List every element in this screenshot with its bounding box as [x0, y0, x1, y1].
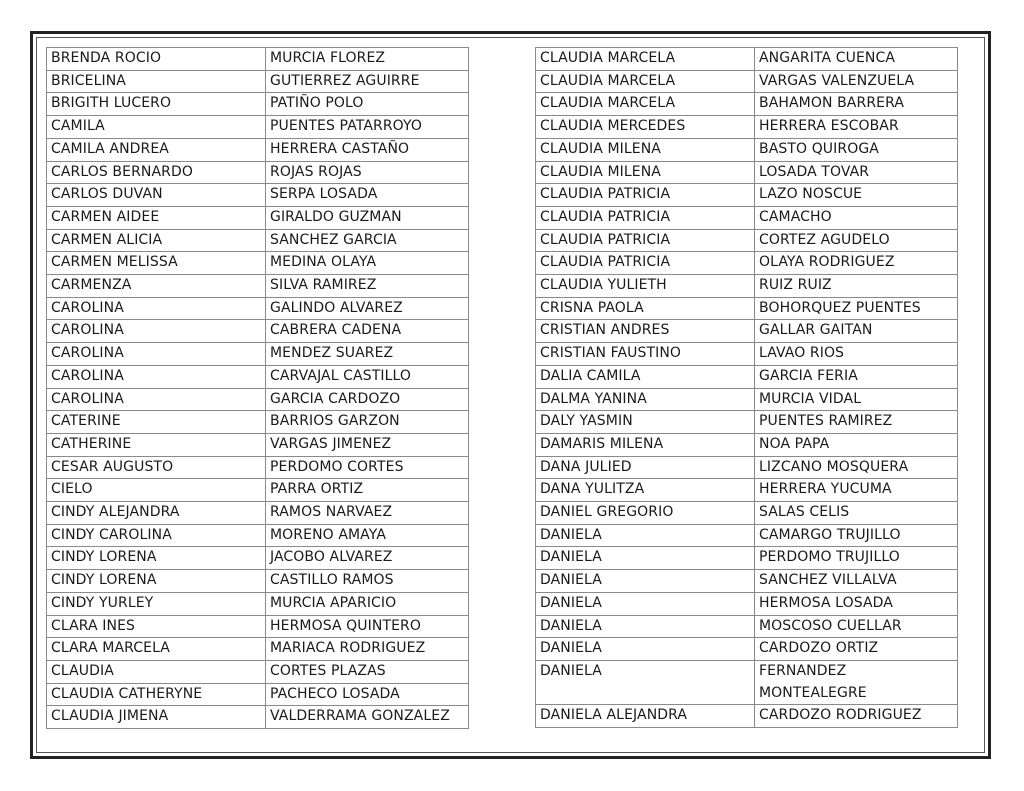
- first-name-cell: CARMEN MELISSA: [47, 252, 266, 275]
- last-name-cell: JACOBO ALVAREZ: [266, 547, 469, 570]
- last-name-cell: NOA PAPA: [755, 433, 958, 456]
- first-name-cell: BRIGITH LUCERO: [47, 93, 266, 116]
- first-name-cell: DANIELA: [536, 524, 755, 547]
- last-name-cell: HERRERA CASTAÑO: [266, 138, 469, 161]
- last-name-cell: GALLAR GAITAN: [755, 320, 958, 343]
- table-row: [536, 570, 958, 593]
- last-name-cell: GARCIA CARDOZO: [266, 388, 469, 411]
- first-name-cell: CARLOS DUVAN: [47, 184, 266, 207]
- table-row: [47, 547, 469, 570]
- first-name-cell: CARMENZA: [47, 275, 266, 298]
- first-name-cell: CLAUDIA YULIETH: [536, 275, 755, 298]
- last-name-cell: GARCIA FERIA: [755, 365, 958, 388]
- last-name-cell: PARRA ORTIZ: [266, 479, 469, 502]
- first-name-cell: CINDY LORENA: [47, 547, 266, 570]
- names-table-right: [535, 47, 958, 728]
- first-name-cell: CAROLINA: [47, 343, 266, 366]
- first-name-cell: DAMARIS MILENA: [536, 433, 755, 456]
- last-name-cell: PERDOMO TRUJILLO: [755, 547, 958, 570]
- first-name-cell: CLAUDIA PATRICIA: [536, 229, 755, 252]
- first-name-cell: CINDY ALEJANDRA: [47, 502, 266, 525]
- table-row: [47, 660, 469, 683]
- table-row: [536, 638, 958, 661]
- last-name-cell: MURCIA APARICIO: [266, 592, 469, 615]
- first-name-cell: DANIELA: [536, 638, 755, 661]
- table-row: [47, 683, 469, 706]
- first-name-cell: CINDY LORENA: [47, 570, 266, 593]
- table-row: [536, 138, 958, 161]
- first-name-cell: CLAUDIA CATHERYNE: [47, 683, 266, 706]
- first-name-cell: CLAUDIA PATRICIA: [536, 184, 755, 207]
- first-name-cell: DANIELA: [536, 592, 755, 615]
- last-name-cell: LIZCANO MOSQUERA: [755, 456, 958, 479]
- last-name-cell: BASTO QUIROGA: [755, 138, 958, 161]
- last-name-cell: BOHORQUEZ PUENTES: [755, 297, 958, 320]
- table-row: [47, 592, 469, 615]
- table-row: [536, 70, 958, 93]
- first-name-cell: CRISTIAN FAUSTINO: [536, 343, 755, 366]
- first-name-cell: DALY YASMIN: [536, 411, 755, 434]
- first-name-cell: DANIELA: [536, 660, 755, 704]
- first-name-cell: DANIELA: [536, 570, 755, 593]
- last-name-cell: LAVAO RIOS: [755, 343, 958, 366]
- table-row: [47, 252, 469, 275]
- table-row: [536, 229, 958, 252]
- table-row: [47, 388, 469, 411]
- first-name-cell: CINDY YURLEY: [47, 592, 266, 615]
- table-row: [47, 570, 469, 593]
- last-name-cell: SERPA LOSADA: [266, 184, 469, 207]
- first-name-cell: CAROLINA: [47, 320, 266, 343]
- table-row: [47, 70, 469, 93]
- table-row: [536, 388, 958, 411]
- table-row: [536, 456, 958, 479]
- table-row: [536, 161, 958, 184]
- last-name-cell: MURCIA FLOREZ: [266, 48, 469, 71]
- table-row: [536, 705, 958, 728]
- table-row: [47, 229, 469, 252]
- table-row: [47, 184, 469, 207]
- last-name-cell: VALDERRAMA GONZALEZ: [266, 706, 469, 729]
- last-name-cell: CARVAJAL CASTILLO: [266, 365, 469, 388]
- last-name-cell: PERDOMO CORTES: [266, 456, 469, 479]
- last-name-cell: HERRERA YUCUMA: [755, 479, 958, 502]
- first-name-cell: DALIA CAMILA: [536, 365, 755, 388]
- first-name-cell: CLAUDIA PATRICIA: [536, 252, 755, 275]
- last-name-cell: CAMACHO: [755, 206, 958, 229]
- first-name-cell: CARMEN ALICIA: [47, 229, 266, 252]
- table-row: [536, 433, 958, 456]
- table-row: [536, 206, 958, 229]
- first-name-cell: CLAUDIA: [47, 660, 266, 683]
- last-name-cell: CARDOZO RODRIGUEZ: [755, 705, 958, 728]
- table-row: [536, 365, 958, 388]
- first-name-cell: CLAUDIA MERCEDES: [536, 116, 755, 139]
- table-row: [47, 433, 469, 456]
- first-name-cell: DANA YULITZA: [536, 479, 755, 502]
- last-name-cell: PUENTES RAMIREZ: [755, 411, 958, 434]
- last-name-cell: RUIZ RUIZ: [755, 275, 958, 298]
- first-name-cell: CINDY CAROLINA: [47, 524, 266, 547]
- table-row: [47, 93, 469, 116]
- table-row: [47, 48, 469, 71]
- first-name-cell: CAMILA ANDREA: [47, 138, 266, 161]
- last-name-cell: MARIACA RODRIGUEZ: [266, 638, 469, 661]
- first-name-cell: CLARA INES: [47, 615, 266, 638]
- last-name-cell: MEDINA OLAYA: [266, 252, 469, 275]
- table-row: [536, 297, 958, 320]
- last-name-cell: MOSCOSO CUELLAR: [755, 615, 958, 638]
- last-name-cell: PATIÑO POLO: [266, 93, 469, 116]
- table-row: [47, 615, 469, 638]
- table-row: [47, 138, 469, 161]
- last-name-cell: GIRALDO GUZMAN: [266, 206, 469, 229]
- table-row: [47, 297, 469, 320]
- table-row: [536, 93, 958, 116]
- table-row: [536, 184, 958, 207]
- last-name-cell: CABRERA CADENA: [266, 320, 469, 343]
- table-row: [47, 411, 469, 434]
- last-name-cell: CORTEZ AGUDELO: [755, 229, 958, 252]
- table-row: [47, 320, 469, 343]
- last-name-cell: SANCHEZ GARCIA: [266, 229, 469, 252]
- first-name-cell: CLARA MARCELA: [47, 638, 266, 661]
- last-name-cell: PUENTES PATARROYO: [266, 116, 469, 139]
- table-row: [536, 524, 958, 547]
- first-name-cell: CATERINE: [47, 411, 266, 434]
- table-row: [47, 206, 469, 229]
- table-row: [536, 592, 958, 615]
- first-name-cell: CATHERINE: [47, 433, 266, 456]
- table-row: [47, 456, 469, 479]
- last-name-cell: ROJAS ROJAS: [266, 161, 469, 184]
- first-name-cell: CLAUDIA MARCELA: [536, 48, 755, 71]
- last-name-cell: HERMOSA LOSADA: [755, 592, 958, 615]
- first-name-cell: DANIELA: [536, 615, 755, 638]
- first-name-cell: DANIEL GREGORIO: [536, 502, 755, 525]
- last-name-cell: VARGAS VALENZUELA: [755, 70, 958, 93]
- first-name-cell: CARLOS BERNARDO: [47, 161, 266, 184]
- first-name-cell: DANIELA ALEJANDRA: [536, 705, 755, 728]
- first-name-cell: DALMA YANINA: [536, 388, 755, 411]
- table-row: [47, 275, 469, 298]
- first-name-cell: CLAUDIA MARCELA: [536, 93, 755, 116]
- table-row: [47, 365, 469, 388]
- table-row: [47, 502, 469, 525]
- last-name-cell: CAMARGO TRUJILLO: [755, 524, 958, 547]
- last-name-cell: HERRERA ESCOBAR: [755, 116, 958, 139]
- first-name-cell: CAROLINA: [47, 365, 266, 388]
- first-name-cell: CIELO: [47, 479, 266, 502]
- first-name-cell: CAROLINA: [47, 297, 266, 320]
- last-name-cell: PACHECO LOSADA: [266, 683, 469, 706]
- first-name-cell: CLAUDIA PATRICIA: [536, 206, 755, 229]
- first-name-cell: CLAUDIA MILENA: [536, 161, 755, 184]
- first-name-cell: CESAR AUGUSTO: [47, 456, 266, 479]
- table-row: [47, 479, 469, 502]
- first-name-cell: CLAUDIA JIMENA: [47, 706, 266, 729]
- table-row: [536, 660, 958, 704]
- last-name-cell: HERMOSA QUINTERO: [266, 615, 469, 638]
- first-name-cell: CAMILA: [47, 116, 266, 139]
- last-name-cell: BAHAMON BARRERA: [755, 93, 958, 116]
- table-row: [536, 48, 958, 71]
- table-row: [47, 161, 469, 184]
- last-name-cell: GUTIERREZ AGUIRRE: [266, 70, 469, 93]
- last-name-cell: CORTES PLAZAS: [266, 660, 469, 683]
- first-name-cell: CARMEN AIDEE: [47, 206, 266, 229]
- first-name-cell: CRISNA PAOLA: [536, 297, 755, 320]
- last-name-cell: SANCHEZ VILLALVA: [755, 570, 958, 593]
- table-row: [536, 252, 958, 275]
- table-row: [536, 275, 958, 298]
- last-name-cell: RAMOS NARVAEZ: [266, 502, 469, 525]
- last-name-cell: BARRIOS GARZON: [266, 411, 469, 434]
- table-row: [536, 502, 958, 525]
- table-row: [47, 638, 469, 661]
- first-name-cell: CAROLINA: [47, 388, 266, 411]
- last-name-cell: MURCIA VIDAL: [755, 388, 958, 411]
- table-row: [536, 411, 958, 434]
- first-name-cell: CLAUDIA MILENA: [536, 138, 755, 161]
- first-name-cell: BRENDA ROCIO: [47, 48, 266, 71]
- last-name-cell: FERNANDEZ MONTEALEGRE: [755, 660, 958, 704]
- table-row: [47, 116, 469, 139]
- last-name-cell: LAZO NOSCUE: [755, 184, 958, 207]
- last-name-cell: ANGARITA CUENCA: [755, 48, 958, 71]
- table-row: [536, 116, 958, 139]
- table-row: [47, 706, 469, 729]
- last-name-cell: VARGAS JIMENEZ: [266, 433, 469, 456]
- table-row: [536, 615, 958, 638]
- last-name-cell: CASTILLO RAMOS: [266, 570, 469, 593]
- last-name-cell: MENDEZ SUAREZ: [266, 343, 469, 366]
- last-name-cell: GALINDO ALVAREZ: [266, 297, 469, 320]
- table-row: [536, 320, 958, 343]
- table-row: [536, 343, 958, 366]
- last-name-cell: MORENO AMAYA: [266, 524, 469, 547]
- first-name-cell: CLAUDIA MARCELA: [536, 70, 755, 93]
- first-name-cell: DANA JULIED: [536, 456, 755, 479]
- table-row: [47, 524, 469, 547]
- last-name-cell: OLAYA RODRIGUEZ: [755, 252, 958, 275]
- names-table-left: [46, 47, 469, 729]
- last-name-cell: SILVA RAMIREZ: [266, 275, 469, 298]
- first-name-cell: CRISTIAN ANDRES: [536, 320, 755, 343]
- last-name-cell: LOSADA TOVAR: [755, 161, 958, 184]
- first-name-cell: DANIELA: [536, 547, 755, 570]
- table-row: [536, 479, 958, 502]
- table-row: [536, 547, 958, 570]
- last-name-cell: CARDOZO ORTIZ: [755, 638, 958, 661]
- table-row: [47, 343, 469, 366]
- first-name-cell: BRICELINA: [47, 70, 266, 93]
- last-name-cell: SALAS CELIS: [755, 502, 958, 525]
